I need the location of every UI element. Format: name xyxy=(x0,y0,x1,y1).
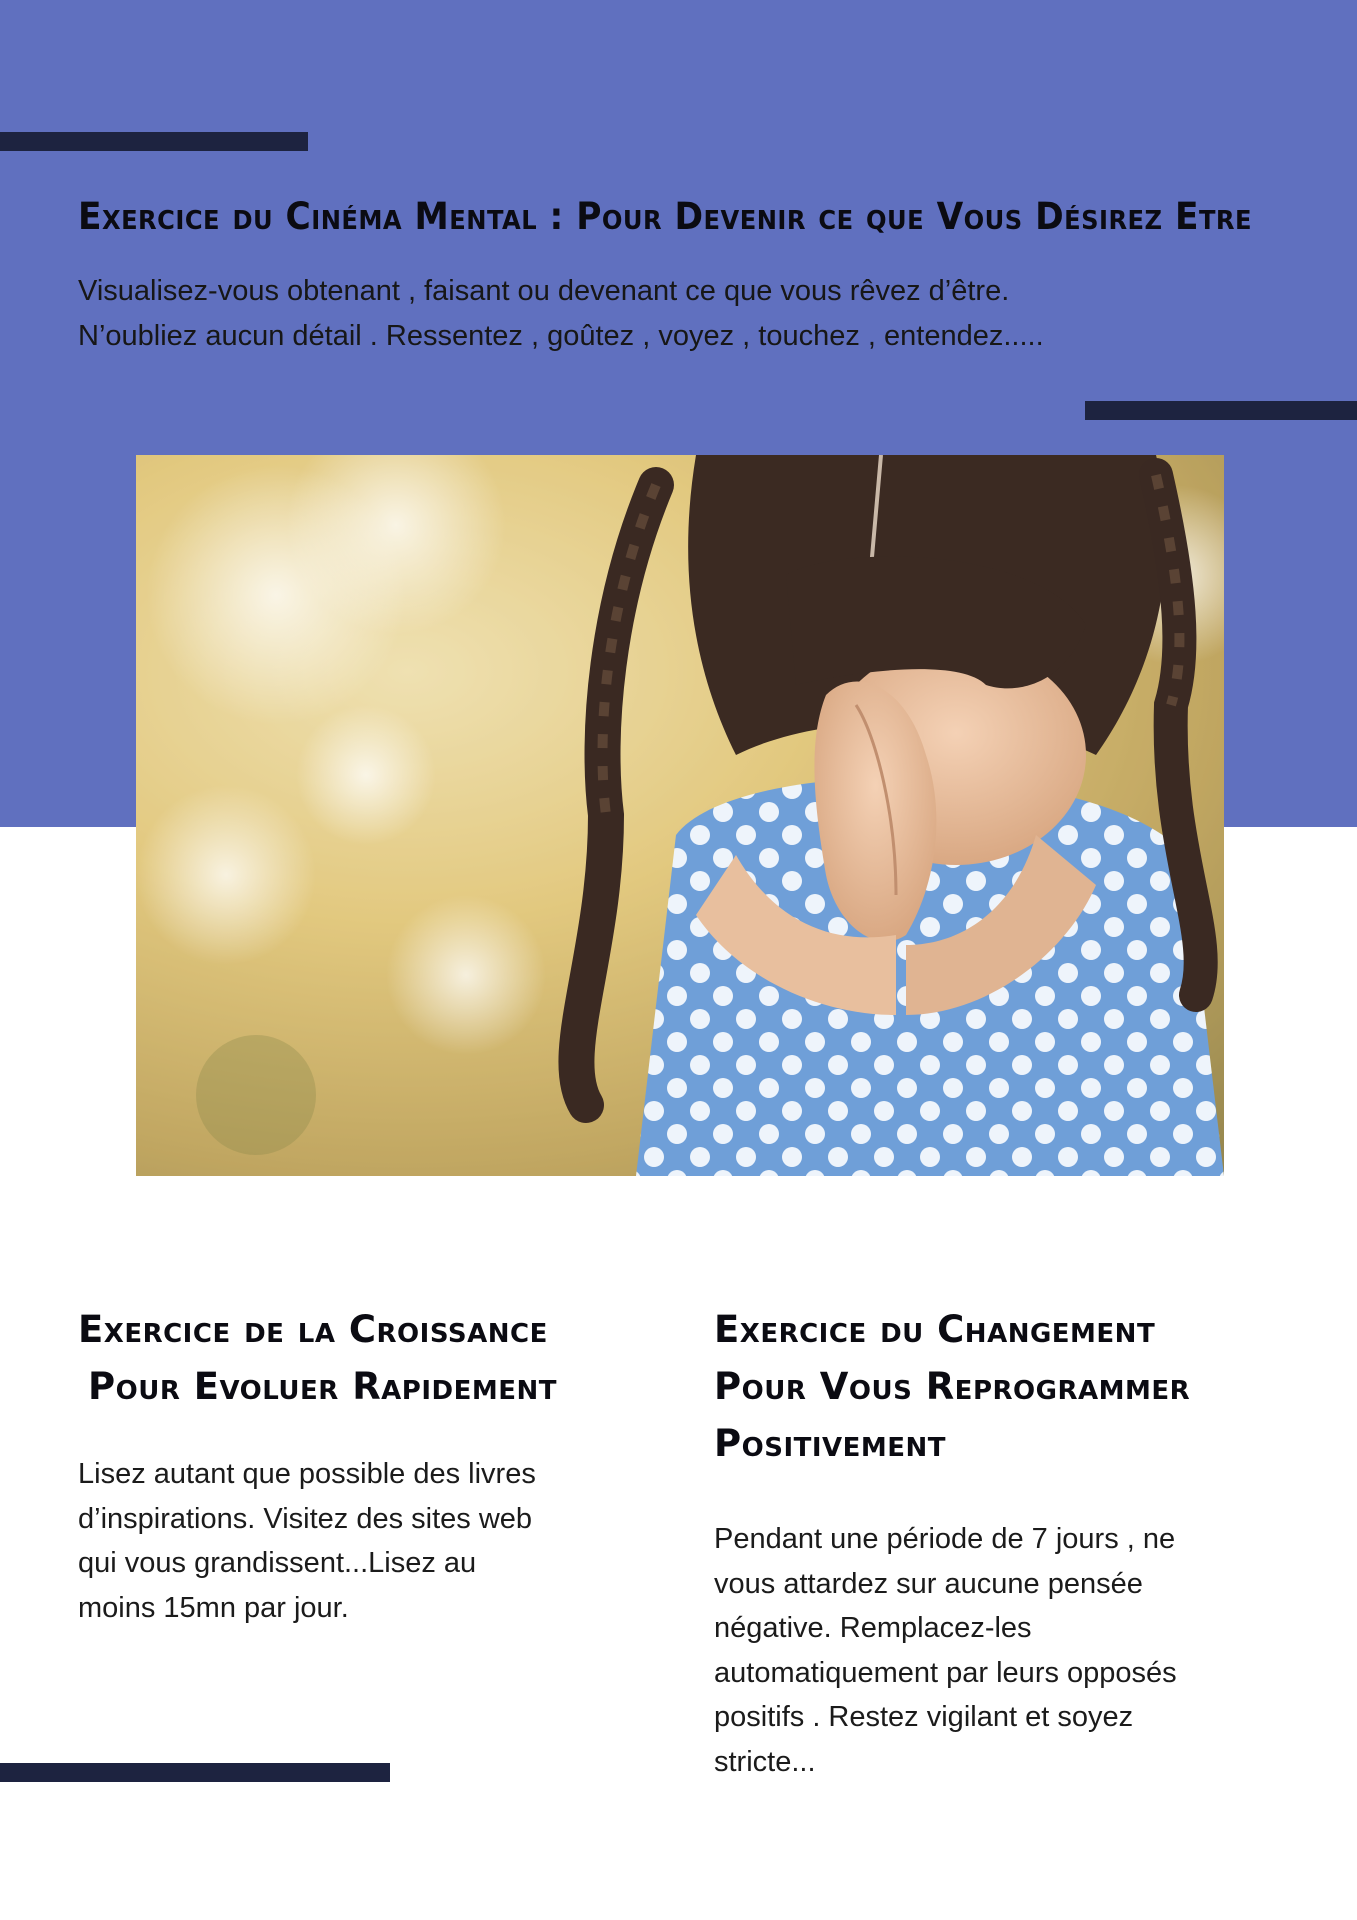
changement-title xyxy=(714,1301,1274,1472)
title-line: Positivement xyxy=(714,1422,947,1465)
intro-line: N’oubliez aucun détail . Ressentez , goûtez , voyez , touchez , entendez..... xyxy=(78,320,1044,352)
croissance-title xyxy=(78,1301,638,1415)
croissance-text xyxy=(78,1452,608,1630)
praying-girl-photo xyxy=(136,455,1224,1176)
text-line: qui vous grandissent...Lisez au xyxy=(78,1547,477,1579)
page-title: Exercice du Cinéma Mental : Pour Devenir ce que Vous Désirez Etre xyxy=(78,195,1252,238)
title-line: Pour Evoluer Rapidement xyxy=(88,1365,558,1408)
accent-bar-bottom-left xyxy=(0,1763,390,1782)
intro-paragraph xyxy=(78,269,1258,359)
text-line: positifs . Restez vigilant et soyez xyxy=(714,1701,1134,1733)
accent-bar-top-left xyxy=(0,132,308,151)
text-line: vous attardez sur aucune pensée xyxy=(714,1567,1143,1600)
text-line: Pendant une période de 7 jours , ne xyxy=(714,1523,1176,1555)
text-line: négative. Remplacez-les xyxy=(714,1612,1032,1644)
title-line: Exercice du Changement xyxy=(714,1308,1156,1351)
text-line: d’inspirations. Visitez des sites web xyxy=(78,1502,533,1535)
title-line: Pour Vous Reprogrammer xyxy=(714,1365,1191,1408)
text-line: moins 15mn par jour. xyxy=(78,1591,349,1624)
title-line: Exercice de la Croissance xyxy=(78,1308,548,1351)
changement-text xyxy=(714,1517,1244,1784)
text-line: Lisez autant que possible des livres xyxy=(78,1458,536,1490)
intro-line: Visualisez-vous obtenant , faisant ou devenant ce que vous rêvez d’être. xyxy=(78,275,1010,307)
text-line: stricte... xyxy=(714,1745,816,1778)
accent-bar-top-right xyxy=(1085,401,1357,420)
text-line: automatiquement par leurs opposés xyxy=(714,1656,1177,1689)
